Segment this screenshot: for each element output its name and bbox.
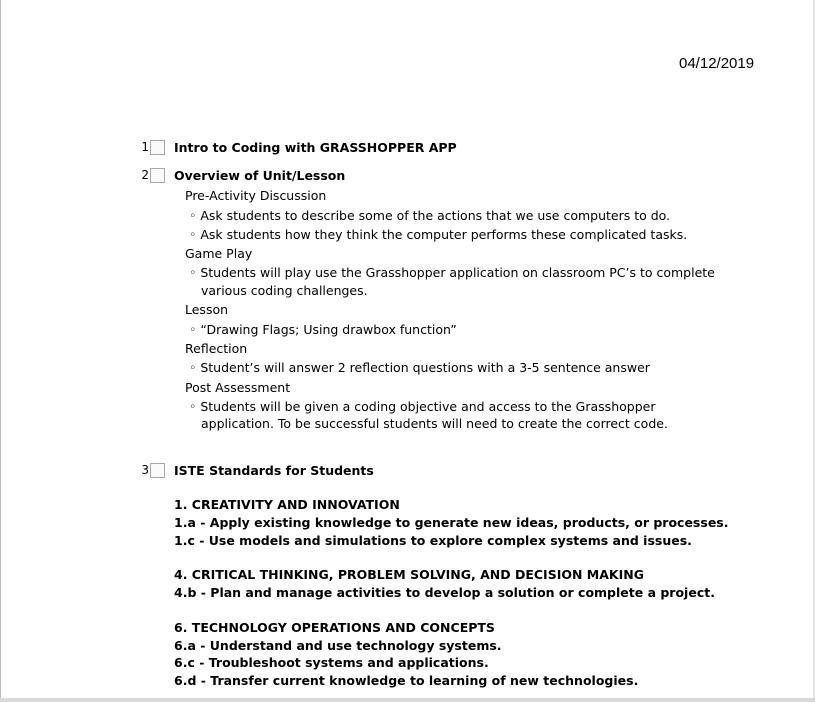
standard-item: 1.c - Use models and simulations to explore complex systems and issues. — [174, 533, 692, 548]
section-checkbox[interactable] — [150, 168, 165, 183]
section-2 — [138, 165, 345, 185]
subsection-label: Lesson — [185, 302, 229, 317]
subsection-label: Game Play — [185, 246, 253, 261]
section-number: 1 — [141, 140, 149, 154]
bullet-item-continuation: various coding challenges. — [201, 283, 368, 298]
bullet-item-continuation: application. To be successful students will need to create the correct code. — [201, 416, 668, 431]
section-title: Overview of Unit/Lesson — [174, 167, 346, 183]
section-number: 2 — [141, 168, 149, 182]
bullet-item: ◦ “Drawing Flags; Using drawbox function” — [189, 322, 457, 337]
section-checkbox[interactable] — [150, 140, 165, 155]
bullet-item: ◦ Ask students to describe some of the actions that we use computers to do. — [189, 208, 671, 223]
standard-item: 6.a - Understand and use technology systems. — [174, 638, 502, 653]
section-title: Intro to Coding with GRASSHOPPER APP — [174, 139, 457, 155]
bullet-item: ◦ Students will be given a coding objective and access to the Grasshopper — [189, 399, 656, 414]
page-bottom-edge — [0, 698, 815, 702]
section-checkbox[interactable] — [150, 463, 165, 478]
standard-heading: 1. CREATIVITY AND INNOVATION — [174, 497, 400, 512]
document-date: 04/12/2019 — [679, 55, 755, 72]
bullet-item: ◦ Students will play use the Grasshopper application on classroom PC’s to complete — [189, 265, 715, 280]
section-1 — [138, 137, 457, 157]
standard-heading: 4. CRITICAL THINKING, PROBLEM SOLVING, AND DECISION MAKING — [174, 567, 644, 582]
subsection-label: Post Assessment — [185, 380, 291, 395]
standard-heading: 6. TECHNOLOGY OPERATIONS AND CONCEPTS — [174, 620, 495, 635]
subsection-label: Pre-Activity Discussion — [185, 188, 327, 203]
page-left-edge — [0, 0, 1, 702]
section-title: ISTE Standards for Students — [174, 462, 374, 478]
bullet-item: ◦ Student’s will answer 2 reflection questions with a 3-5 sentence answer — [189, 360, 650, 375]
standard-item: 4.b - Plan and manage activities to develop a solution or complete a project. — [174, 585, 715, 600]
standard-item: 1.a - Apply existing knowledge to generate new ideas, products, or processes. — [174, 515, 729, 530]
standard-item: 6.c - Troubleshoot systems and applications. — [174, 655, 489, 670]
bullet-item: ◦ Ask students how they think the computer performs these complicated tasks. — [189, 227, 688, 242]
section-number: 3 — [141, 463, 149, 477]
subsection-label: Reflection — [185, 341, 248, 356]
standard-item: 6.d - Transfer current knowledge to learning of new technologies. — [174, 673, 639, 688]
section-3 — [138, 460, 374, 480]
